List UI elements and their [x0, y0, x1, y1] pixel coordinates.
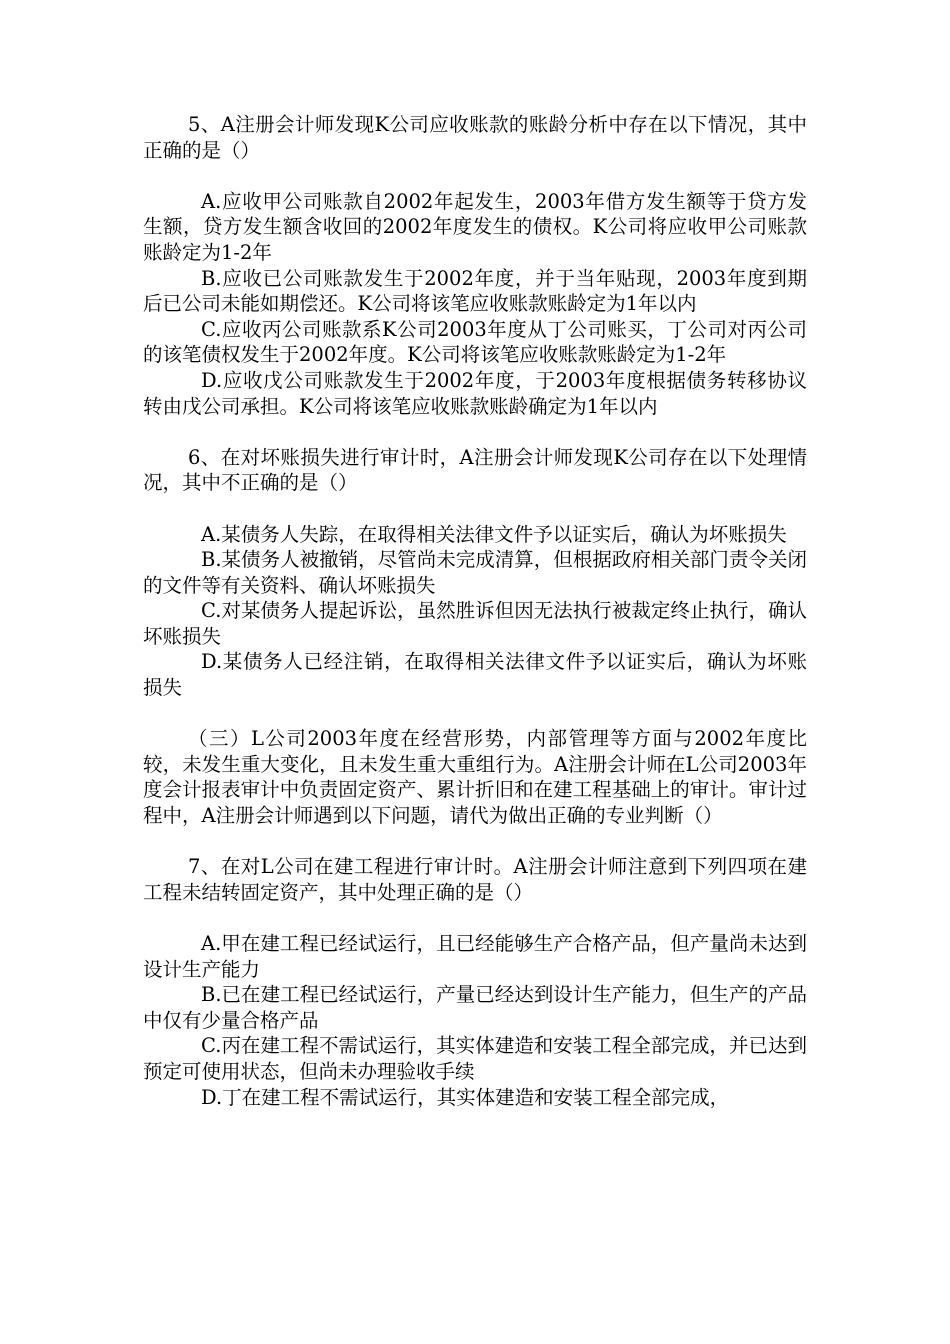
- question-7-option-c: C.丙在建工程不需试运行，其实体建造和安装工程全部完成，并已达到预定可使用状态，但尚未办理验收手续: [143, 1034, 807, 1083]
- question-6-option-b: B.某债务人被撤销，尽管尚未完成清算，但根据政府相关部门责令关闭的文件等有关资料、确认坏账损失: [143, 548, 807, 597]
- question-7-option-d: D.丁在建工程不需试运行，其实体建造和安装工程全部完成，: [201, 1085, 730, 1109]
- question-6-option-a: A.某债务人失踪，在取得相关法律文件予以证实后，确认为坏账损失: [201, 522, 787, 546]
- spacer: [143, 163, 807, 189]
- spacer: [143, 496, 807, 522]
- question-6-stem: 6、在对坏账损失进行审计时，A注册会计师发现K公司存在以下处理情况，其中不正确的是（）: [143, 445, 807, 495]
- question-5-option-a: A.应收甲公司账款自2002年起发生，2003年借方发生额等于贷方发生额，贷方发生额含收回的2002年度发生的债权。K公司将应收甲公司账款账龄定为1-2年: [143, 189, 807, 264]
- question-6-option-c: C.对某债务人提起诉讼，虽然胜诉但因无法执行被裁定终止执行，确认坏账损失: [143, 599, 807, 648]
- question-6-option-d: D.某债务人已经注销，在取得相关法律文件予以证实后，确认为坏账损失: [143, 650, 807, 700]
- question-5-stem: 5、A注册会计师发现K公司应收账款的账龄分析中存在以下情况，其中正确的是（）: [143, 113, 807, 162]
- spacer: [143, 905, 807, 931]
- question-7-option-b: B.已在建工程已经试运行，产量已经达到设计生产能力，但生产的产品中仅有少量合格产品: [143, 983, 807, 1032]
- question-7-stem: 7、在对L公司在建工程进行审计时。A注册会计师注意到下列四项在建工程未结转固定资产，其中处理正确的是（）: [143, 855, 807, 904]
- question-5-option-d: D.应收戊公司账款发生于2002年度，于2003年度根据债务转移协议转由戊公司承担。K公司将该笔应收账款账龄确定为1年以内: [143, 368, 807, 418]
- document-page: [143, 112, 807, 1110]
- question-5-option-c: C.应收丙公司账款系K公司2003年度从丁公司账买，丁公司对丙公司的该笔债权发生于2002年度。K公司将该笔应收账款账龄定为1-2年: [143, 317, 807, 367]
- section-3-intro: （三）L公司2003年度在经营形势，内部管理等方面与2002年度比较，未发生重大变化，且未发生重大重组行为。A注册会计师在L公司2003年度会计报表审计中负责固定资产、累计折旧和在建工程基础上的审计。审计过程中，A注册会计师遇到以下问题，请代为做出正确的专业判断（）: [143, 727, 807, 828]
- spacer: [143, 419, 807, 445]
- question-7-option-a: A.甲在建工程已经试运行，且已经能够生产合格产品，但产量尚未达到设计生产能力: [143, 932, 807, 981]
- spacer: [143, 701, 807, 727]
- question-5-option-b: B.应收已公司账款发生于2002年度，并于当年贴现，2003年度到期后已公司未能如期偿还。K公司将该笔应收账款账龄定为1年以内: [143, 266, 807, 316]
- spacer: [143, 829, 807, 855]
